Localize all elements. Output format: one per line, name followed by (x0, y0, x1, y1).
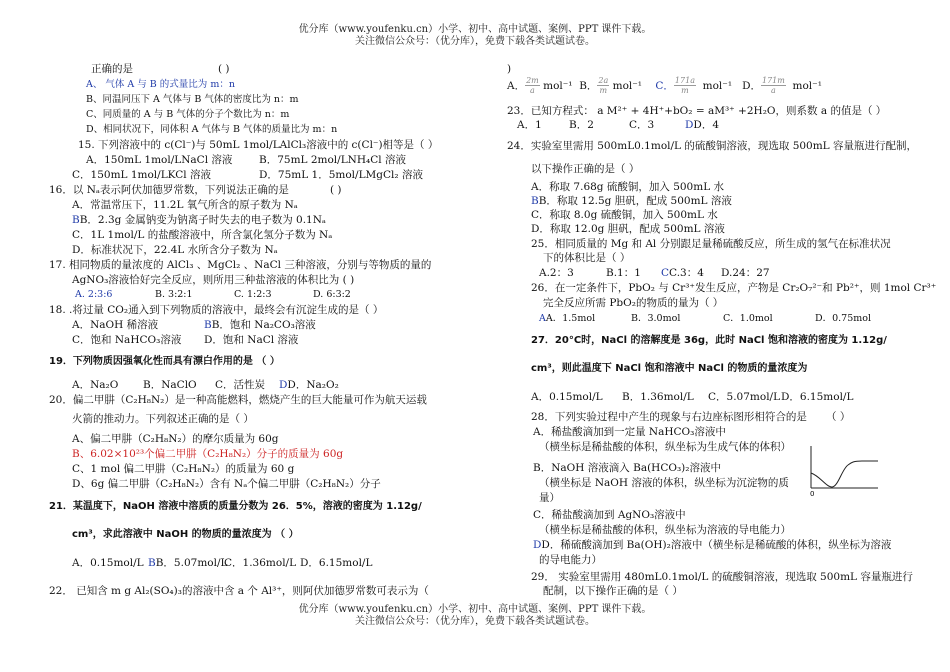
q28-option-b-line-1: B．NaOH 溶液滴入 Ba(HCO₃)₂溶液中 (533, 462, 721, 474)
q18-option-a: A．NaOH 稀溶液 (72, 319, 159, 331)
q27-option-b: B．1.36mol/L (622, 391, 694, 403)
q24-stem-line-2: 以下操作正确的是（ ） (531, 163, 640, 175)
q28-option-b-line-3: 量） (539, 492, 560, 504)
q14-option-a: A、 气体 A 与 B 的式量比为 m：n (86, 79, 235, 90)
q23-stem: 23．已知方程式： a M²⁺ + 4H⁺+bO₂ = aM³⁺ +2H₂O，则系数 a 的值是（ ） (507, 105, 887, 117)
q14-option-c: C、同质量的 A 与 B 气体的分子个数比为 n：m (86, 109, 290, 120)
q17-option-c: C. 1:2:3 (234, 289, 272, 300)
q17-option-b: B. 3:2:1 (155, 289, 193, 300)
q16-stem: 16．以 Nₐ表示阿伏加德罗常数，下列说法正确的是 (49, 184, 289, 196)
q17-option-a: A. 2:3:6 (75, 289, 113, 300)
q24-option-a: A．称取 7.68g 硫酸铜，加入 500mL 水 (531, 181, 725, 193)
q22-options (507, 76, 822, 95)
q21-option-c: C．1.36mol/L (224, 557, 297, 569)
footer-line-1: 优分库（www.youfenku.cn）小学、初中、高中试题、案例、PPT 课件下载。 (298, 604, 652, 615)
q15-option-d: D．75mL 1．5mol/LMgCl₂ 溶液 (259, 169, 423, 181)
q20-option-b: B、6.02×10²³个偏二甲肼（C₂H₈N₂）分子的质量为 60g (72, 448, 344, 460)
q19-stem: 19．下列物质因强氧化性而具有漂白作用的是 （ ） (49, 356, 280, 367)
q18-option-b: BB．饱和 Na₂CO₃溶液 (204, 319, 316, 331)
q15-option-a: A．150mL 1mol/LNaCl 溶液 (86, 154, 233, 166)
q28-option-a-line-1: A．稀盐酸滴加到一定量 NaHCO₃溶液中 (533, 426, 726, 438)
q28-graph (808, 445, 880, 497)
q27-option-a: A．0.15mol/L (531, 391, 603, 403)
q25-option-d: D.24：27 (721, 267, 770, 279)
q23-option-c: C．3 (629, 119, 655, 131)
q20-option-c: C、1 mol 偏二甲肼（C₂H₈N₂）的质量为 60 g (72, 463, 295, 475)
page-footer (0, 604, 950, 628)
q28-option-d-line-1: DD．稀硫酸滴加到 Ba(OH)₂溶液中（横坐标是稀硫酸的体积，纵坐标为溶液 (533, 539, 892, 551)
header-line-2: 关注微信公众号：（优分库），免费下载各类试题试卷。 (355, 36, 595, 47)
q24-option-b: BB．称取 12.5g 胆矾，配成 500mL 溶液 (531, 195, 732, 207)
q18-option-d: D．饱和 NaCl 溶液 (204, 334, 299, 346)
q14-tail: 正确的是 (91, 63, 133, 75)
graph-curve (811, 461, 878, 487)
q14-option-b: B、同温同压下 A 气体与 B 气体的密度比为 n：m (86, 94, 299, 105)
q28-option-c-line-1: C．稀盐酸滴加到 AgNO₃溶液中 (533, 509, 686, 521)
q18-option-c: C．饱和 NaHCO₃溶液 (72, 334, 182, 346)
q29-stem-line-1: 29． 实验室里需用 480mL0.1mol/L 的硫酸铜溶液，现选取 500mL 容量瓶进行 (531, 571, 913, 583)
q22-option-c: C． $\frac{171a}{m}$ mol⁻¹ (655, 76, 733, 95)
q28-answer-paren: （ ） (826, 411, 851, 423)
q24-option-c: C．称取 8.0g 硫酸铜，加入 500mL 水 (531, 209, 718, 221)
q21-stem-line-2: cm³，求此溶液中 NaOH 的物质的量浓度为 （ ） (72, 529, 299, 540)
q21-option-a: A．0.15mol/L (72, 557, 144, 569)
q25-option-c: CC.3：4 (661, 267, 704, 279)
q26-option-a: AA．1.5mol (539, 313, 596, 324)
q24-stem-line-1: 24．实验室里需用 500mL0.1mol/L 的硫酸铜溶液，现选取 500mL 容量瓶进行配制， (507, 140, 917, 152)
q15-option-b: B．75mL 2mol/LNH₄Cl 溶液 (259, 154, 406, 166)
q14-option-d: D、相同状况下，同体积 A 气体与 B 气体的质量比为 m：n (86, 124, 338, 135)
q16-option-d: D．标准状况下，22.4L 水所含分子数为 Nₐ (72, 244, 278, 256)
q15-option-c: C．150mL 1mol/LKCl 溶液 (72, 169, 211, 181)
q21-stem-line-1: 21．某温度下，NaOH 溶液中溶质的质量分数为 26．5%，溶液的密度为 1.12g/ (49, 501, 422, 512)
header-line-1: 优分库（www.youfenku.cn）小学、初中、高中试题、案例、PPT 课件下载。 (298, 24, 652, 35)
q25-stem-line-2: 下的体积比是（ ） (543, 252, 631, 264)
q26-option-c: C．1.0mol (723, 313, 773, 324)
q17-stem-line-1: 17. 相同物质的量浓度的 AlCl₃ 、MgCl₂ 、NaCl 三种溶液，分别与等物质的量的 (49, 259, 432, 271)
q26-stem-line-2: 完全反应所需 PbO₂的物质的量为（ ） (543, 297, 724, 309)
q17-stem-line-2: AgNO₃溶液恰好完全反应，则所用三种盐溶液的体积比为 ( ) (72, 274, 355, 286)
q23-option-a: A．1 (517, 119, 542, 131)
q26-stem-line-1: 26．在一定条件下，PbO₂ 与 Cr³⁺发生反应，产物是 Cr₂O₇²⁻和 Pb²⁺，则 1mol Cr³⁺ (531, 282, 937, 294)
q19-option-c: C．活性炭 (215, 379, 266, 391)
q27-option-c: C．5.07mol/L (708, 391, 781, 403)
q28-option-d-line-2: 的导电能力） (539, 554, 602, 566)
q16-option-a: A．常温常压下，11.2L 氧气所含的原子数为 Nₐ (72, 199, 298, 211)
q20-stem-line-2: 火箭的推动力。下列叙述正确的是（ ） (72, 413, 254, 425)
q20-stem-line-1: 20．偏二甲肼（C₂H₈N₂）是一种高能燃料，燃烧产生的巨大能量可作为航天运载 (49, 394, 427, 406)
q19-option-b: B．NaClO (143, 379, 197, 391)
q22-option-a: A． $\frac{2m}{a}$ mol⁻¹ (507, 76, 573, 95)
q26-option-d: D．0.75mol (815, 313, 872, 324)
q18-stem: 18. .将过量 CO₂通入到下列物质的溶液中，最终会有沉淀生成的是（ ） (49, 304, 384, 316)
q28-option-b-line-2: （横坐标是 NaOH 溶液的体积，纵坐标为沉淀物的质 (539, 477, 789, 489)
q22-close-paren: ) (507, 63, 512, 75)
q28-option-a-line-2: （横坐标是稀盐酸的体积，纵坐标为生成气体的体积） (539, 441, 791, 453)
q20-option-d: D、6g 偏二甲肼（C₂H₈N₂）含有 Nₐ个偏二甲肼（C₂H₈N₂）分子 (72, 478, 381, 490)
q25-option-b: B.1：1 (606, 267, 641, 279)
q15-stem: 15. 下列溶液中的 c(Cl⁻)与 50mL 1mol/LAlCl₃溶液中的 c(Cl⁻)相等是（ ） (78, 139, 439, 151)
q28-stem: 28．下列实验过程中产生的现象与右边座标图形相符合的是 (531, 411, 807, 423)
q29-stem-line-2: 配制，以下操作正确的是（ ） (543, 585, 683, 597)
q22-stem: 22． 已知含 m g Al₂(SO₄)₃的溶液中含 a 个 Al³⁺，则阿伏加德罗常数可表示为（ (49, 585, 429, 597)
q22-option-b: B． $\frac{2a}{m}$ mol⁻¹ (579, 76, 643, 95)
q19-option-d: DD．Na₂O₂ (279, 379, 339, 391)
q14-answer-paren: ( ) (218, 63, 230, 75)
q26-option-b: B．3.0mol (631, 313, 681, 324)
q20-option-a: A、偏二甲肼（C₂H₈N₂）的摩尔质量为 60g (72, 433, 279, 445)
q19-option-a: A．Na₂O (72, 379, 119, 391)
q16-answer-paren: ( ) (330, 184, 342, 196)
q21-option-d: D．6.15mol/L (300, 557, 373, 569)
graph-origin-label: 0 (810, 490, 815, 497)
q22-option-d: D． $\frac{171m}{a}$ mol⁻¹ (742, 76, 822, 95)
footer-line-2: 关注微信公众号：（优分库），免费下载各类试题试卷。 (355, 616, 595, 627)
q16-option-b: BB．2.3g 金属钠变为钠离子时失去的电子数为 0.1Nₐ (72, 214, 326, 226)
q25-stem-line-1: 25．相同质量的 Mg 和 Al 分别跟足量稀硫酸反应，所生成的氢气在标准状况 (531, 238, 891, 250)
q27-stem-line-2: cm³，则此温度下 NaCl 饱和溶液中 NaCl 的物质的量浓度为 (531, 363, 808, 374)
q23-option-b: B．2 (569, 119, 594, 131)
right-column (475, 0, 950, 672)
q21-option-b: BB．5.07mol/L (148, 557, 228, 569)
q23-option-d: DD．4 (685, 119, 720, 131)
q24-option-d: D．称取 12.0g 胆矾，配成 500mL 溶液 (531, 223, 725, 235)
q16-option-c: C．1L 1mol/L 的盐酸溶液中，所含氯化氢分子数为 Nₐ (72, 229, 333, 241)
q28-option-c-line-2: （横坐标是稀盐酸的体积，纵坐标为溶液的导电能力） (539, 524, 791, 536)
q27-option-d: D．6.15mol/L (781, 391, 854, 403)
q17-option-d: D. 6:3:2 (313, 289, 351, 300)
q25-option-a: A.2：3 (539, 267, 574, 279)
q27-stem-line-1: 27．20°C时，NaCl 的溶解度是 36g，此时 NaCl 饱和溶液的密度为 1.12g/ (531, 335, 887, 346)
